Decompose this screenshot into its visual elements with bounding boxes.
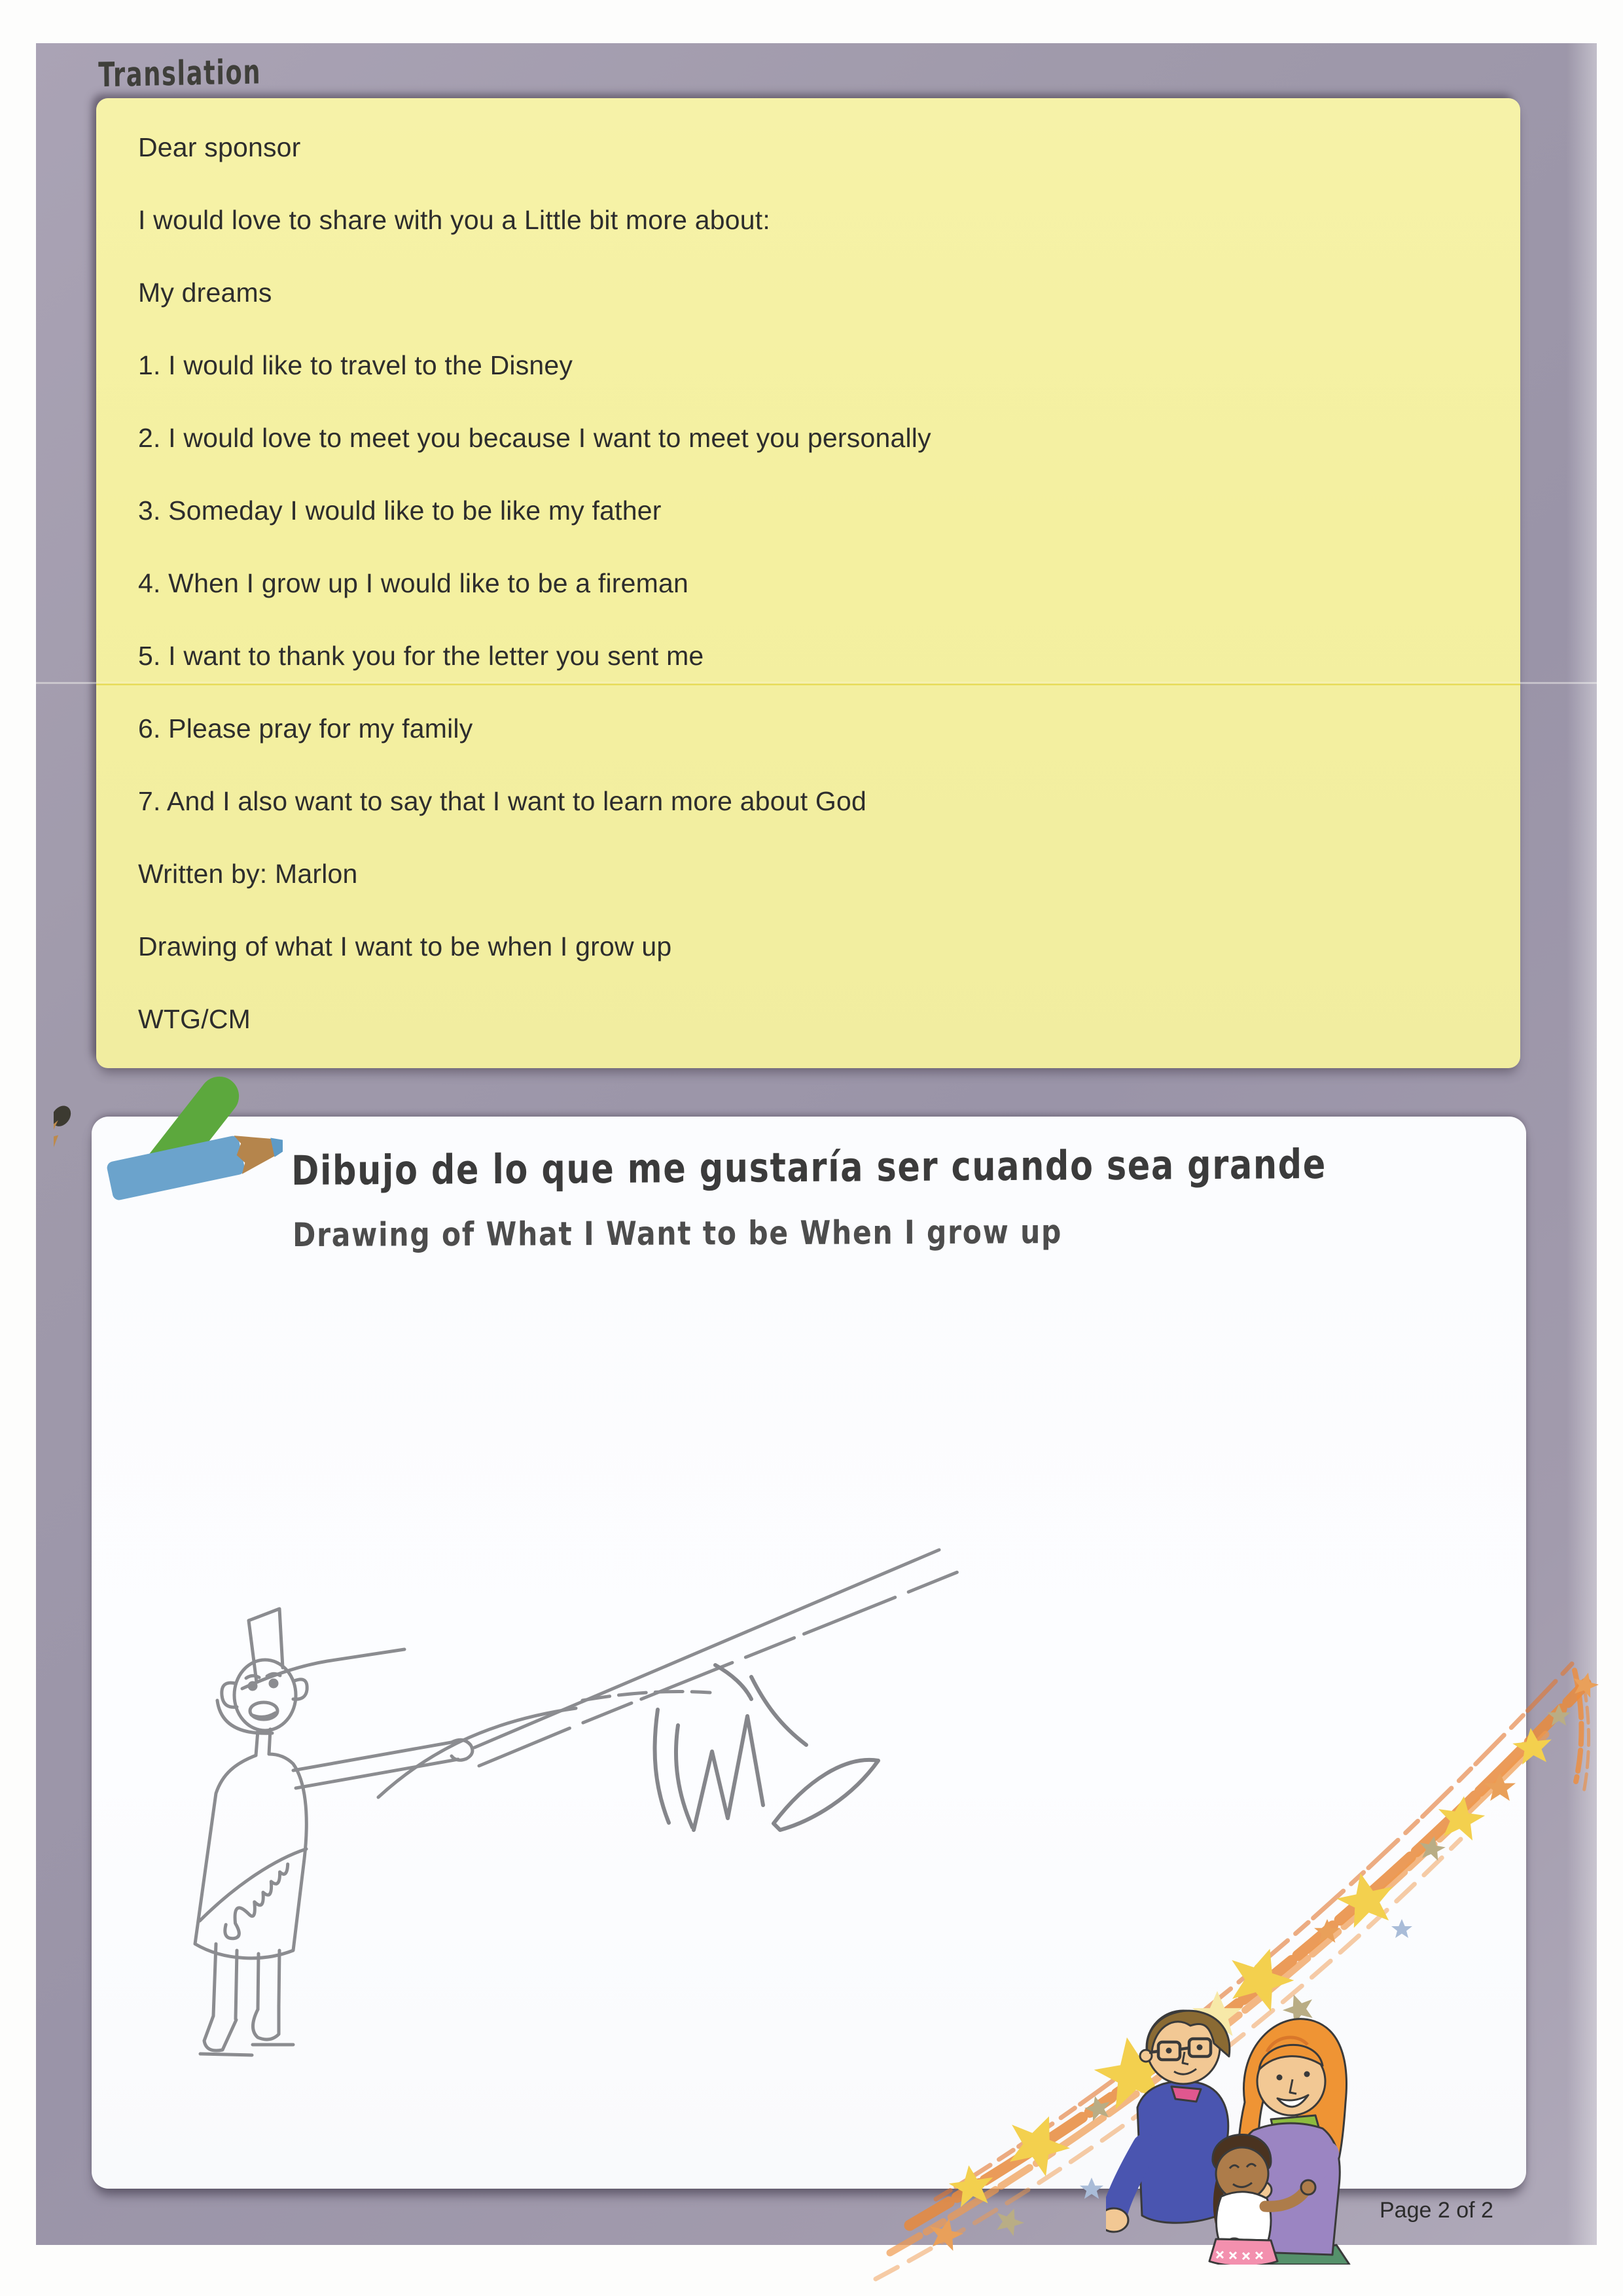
page-indicator: Page 2 of 2 xyxy=(1380,2198,1493,2223)
yellow-pencil xyxy=(54,1097,82,1249)
family-hug-illustration xyxy=(1106,1990,1394,2265)
note-ruled-line xyxy=(96,683,1520,685)
note-line: 5. I want to thank you for the letter you sent me xyxy=(138,641,704,671)
note-line: WTG/CM xyxy=(138,1004,251,1034)
translation-label: Translation xyxy=(98,52,262,95)
colored-pencils-icon xyxy=(54,1072,283,1268)
note-line: Drawing of what I want to be when I grow up xyxy=(138,931,672,961)
dad-figure xyxy=(1106,2011,1230,2232)
fireman-sketch xyxy=(195,1609,473,2055)
note-line: 6. Please pray for my family xyxy=(138,713,473,744)
note-line: Dear sponsor xyxy=(138,132,301,162)
note-line: Written by: Marlon xyxy=(138,859,358,889)
note-line: 2. I would love to meet you because I want to meet you personally xyxy=(138,423,931,453)
drawing-title-english: Drawing of What I Want to be When I grow up xyxy=(293,1213,1063,1254)
note-line: 1. I would like to travel to the Disney xyxy=(138,350,573,380)
note-line: 7. And I also want to say that I want to learn more about God xyxy=(138,786,867,816)
note-line: I would love to share with you a Little bit more about: xyxy=(138,205,770,235)
note-line: 3. Someday I would like to be like my father xyxy=(138,495,662,526)
drawing-title-spanish: Dibujo de lo que me gustaría ser cuando sea grande xyxy=(291,1139,1327,1194)
translation-note xyxy=(96,98,1520,1068)
note-line: 4. When I grow up I would like to be a fireman xyxy=(138,568,689,598)
chest-scribble xyxy=(209,1864,306,1941)
note-line: My dreams xyxy=(138,278,272,308)
